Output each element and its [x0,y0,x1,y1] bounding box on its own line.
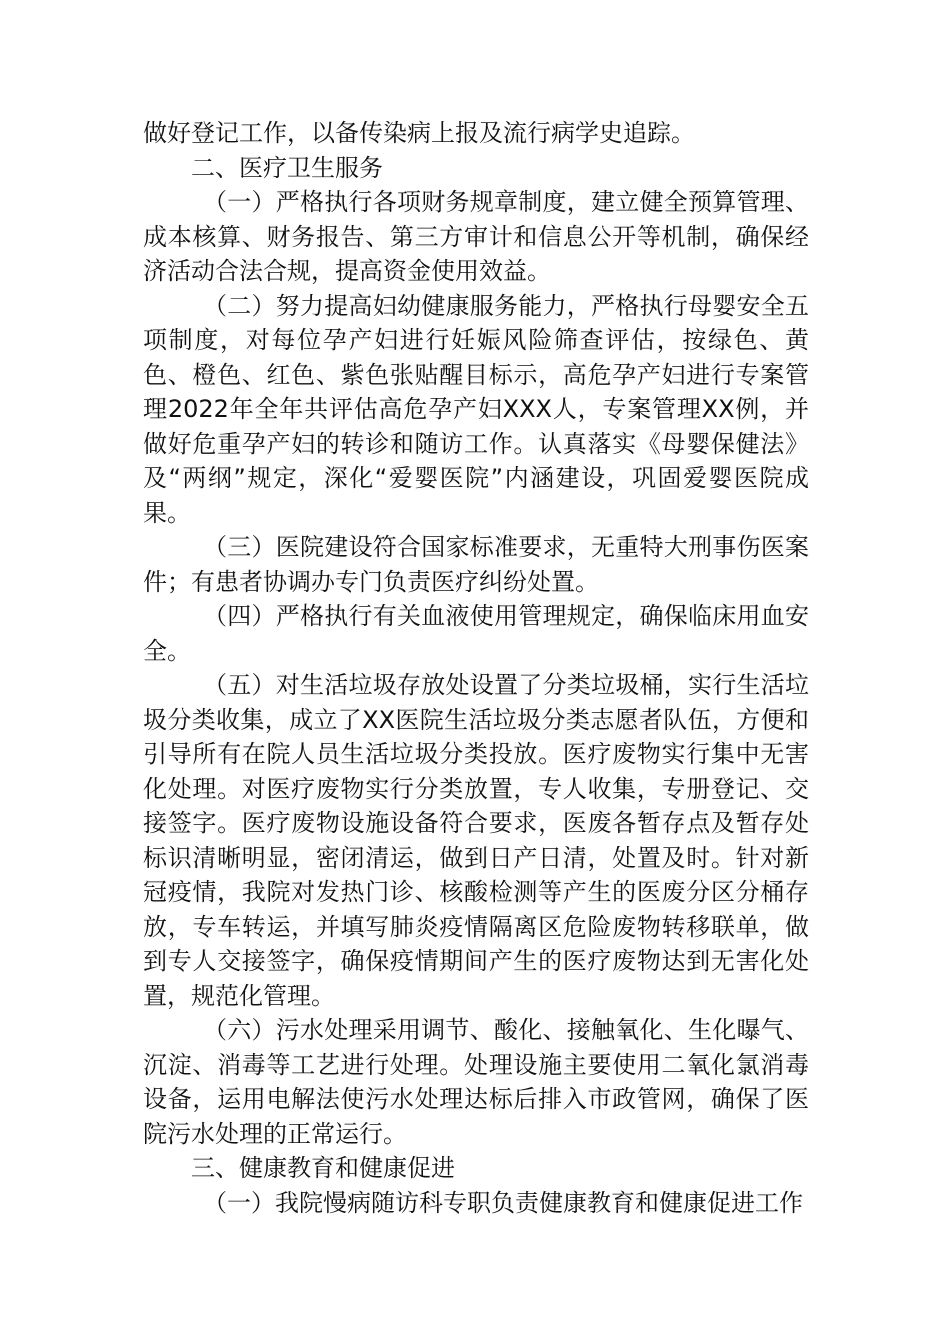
section-heading-medical-services: 二、医疗卫生服务 [191,153,383,182]
paragraph-item-6-sewage: （六）污水处理采用调节、酸化、接触氧化、生化曝气、沉淀、消毒等工艺进行处理。处理设施主要使用二氧化氯消毒设备，运用电解法使污水处理达标后排入市政管网，确保了医院污水处理的正常运行。 [143,1016,809,1148]
document-body [143,116,809,1220]
section-heading-health-education: 三、健康教育和健康促进 [191,1154,455,1182]
paragraph-continuation: 做好登记工作，以备传染病上报及流行病学史追踪。 [143,119,695,147]
paragraph-item-3-hospital-safety: （三）医院建设符合国家标准要求，无重特大刑事伤医案件；有患者协调办专门负责医疗纠纷处置。 [143,533,809,596]
paragraph-item-1-chronic-disease: （一）我院慢病随访科专职负责健康教育和健康促进工作 [203,1188,803,1217]
paragraph-item-1-finance: （一）严格执行各项财务规章制度，建立健全预算管理、成本核算、财务报告、第三方审计和信息公开等机制，确保经济活动合法合规，提高资金使用效益。 [143,188,809,285]
paragraph-item-2-maternal-health: （二）努力提高妇幼健康服务能力，严格执行母婴安全五项制度，对每位孕产妇进行妊娠风险筛查评估，按绿色、黄色、橙色、红色、紫色张贴醒目标示，高危孕产妇进行专案管理2022年全年共评估高危孕产妇XXX人，专案管理XX例，并做好危重孕产妇的转诊和随访工作。认真落实《母婴保健法》及“两纲”规定，深化“爱婴医院”内涵建设，巩固爱婴医院成果。 [143,291,809,527]
paragraph-item-5-waste: （五）对生活垃圾存放处设置了分类垃圾桶，实行生活垃圾分类收集，成立了XX医院生活垃圾分类志愿者队伍，方便和引导所有在院人员生活垃圾分类投放。医疗废物实行集中无害化处理。对医疗废物实行分类放置，专人收集，专册登记、交接签字。医疗废物设施设备符合要求，医废各暂存点及暂存处标识清晰明显，密闭清运，做到日产日清，处置及时。针对新冠疫情，我院对发热门诊、核酸检测等产生的医废分区分桶存放，专车转运，并填写肺炎疫情隔离区危险废物转移联单，做到专人交接签字，确保疫情期间产生的医疗废物达到无害化处置，规范化管理。 [143,671,809,1010]
paragraph-item-4-blood-use: （四）严格执行有关血液使用管理规定，确保临床用血安全。 [143,602,809,665]
